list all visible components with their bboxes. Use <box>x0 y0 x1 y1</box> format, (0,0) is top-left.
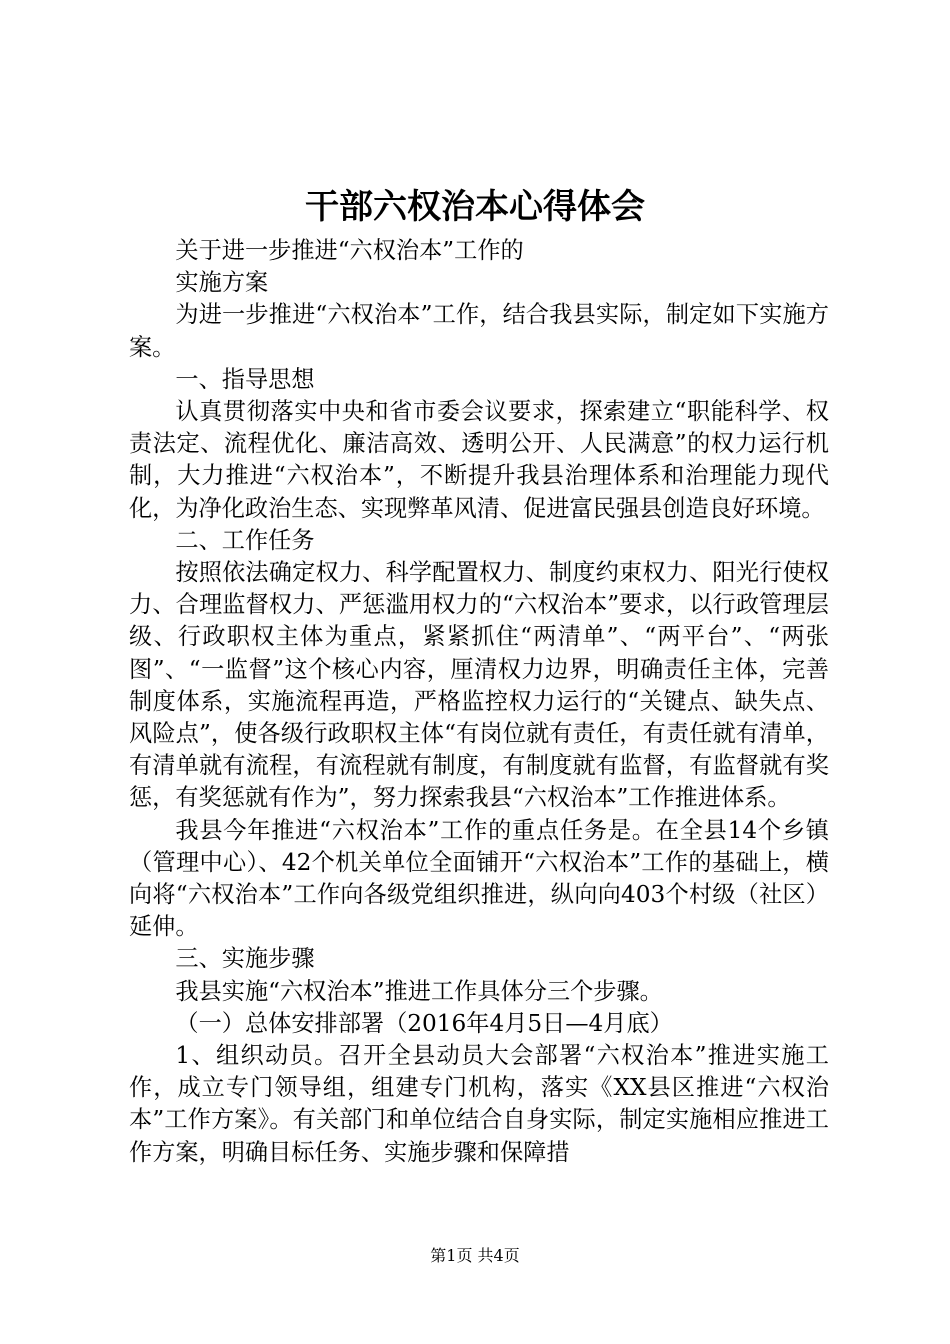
paragraph: 为进一步推进“六权治本”工作，结合我县实际，制定如下实施方案。 <box>129 301 829 361</box>
paragraph: 关于进一步推进“六权治本”工作的 <box>175 237 524 264</box>
document-body <box>129 235 829 1169</box>
section-heading: 三、实施步骤 <box>175 945 315 973</box>
page-footer: 第1页 共4页 <box>430 1246 520 1265</box>
paragraph: 实施方案 <box>175 269 269 297</box>
document-title: 干部六权治本心得体会 <box>305 187 645 227</box>
paragraph: 我县实施“六权治本”推进工作具体分三个步骤。 <box>175 977 663 1005</box>
paragraph: 认真贯彻落实中央和省市委会议要求，探索建立“职能科学、权责法定、流程优化、廉洁高效、透明公开、人民满意”的权力运行机制，大力推进“六权治本”，不断提升我县治理体系和治理能力现代化，为净化政治生态、实现弊革风清、促进富民强县创造良好环境。 <box>129 398 829 522</box>
section-heading: 一、指导思想 <box>175 365 315 393</box>
paragraph: 按照依法确定权力、科学配置权力、制度约束权力、阳光行使权力、合理监督权力、严惩滥用权力的“六权治本”要求，以行政管理层级、行政职权主体为重点，紧紧抓住“两清单”、“两平台”、“两张图”、“一监督”这个核心内容，厘清权力边界，明确责任主体，完善制度体系，实施流程再造，严格监控权力运行的“关键点、缺失点、风险点”，使各级行政职权主体“有岗位就有责任，有责任就有清单，有清单就有流程，有流程就有制度，有制度就有监督，有监督就有奖惩，有奖惩就有作为”，努力探索我县“六权治本”工作推进体系。 <box>129 559 829 812</box>
paragraph: 1、组织动员。召开全县动员大会部署“六权治本”推进实施工作，成立专门领导组，组建专门机构，落实《XX县区推进“六权治本”工作方案》。有关部门和单位结合自身实际，制定实施相应推进工作方案，明确目标任务、实施步骤和保障措 <box>129 1042 829 1166</box>
section-heading: 二、工作任务 <box>175 526 315 554</box>
paragraph: 我县今年推进“六权治本”工作的重点任务是。在全县14个乡镇（管理中心）、42个机关单位全面铺开“六权治本”工作的基础上，横向将“六权治本”工作向各级党组织推进，纵向向403个村级（社区）延伸。 <box>129 816 829 941</box>
subsection-heading: （一）总体安排部署（2016年4月5日—4月底） <box>175 1009 673 1037</box>
